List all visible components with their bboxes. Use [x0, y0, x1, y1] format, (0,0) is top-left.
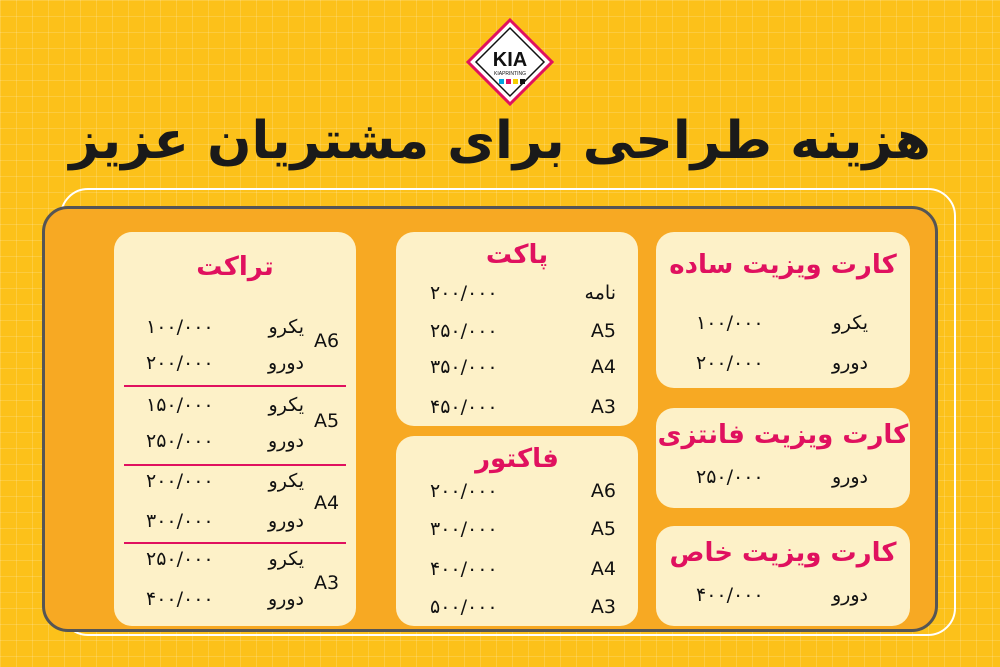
price-label: یکرو — [268, 394, 304, 416]
card-flyer — [114, 232, 356, 626]
price-label: دورو — [832, 584, 868, 606]
price-value: ۳۰۰/۰۰۰ — [146, 510, 214, 532]
price-value: ۲۰۰/۰۰۰ — [430, 480, 498, 502]
price-label: یکرو — [832, 312, 868, 334]
price-label: یکرو — [268, 470, 304, 492]
divider — [124, 385, 346, 387]
logo-subtext: KIAPRINTING — [494, 71, 526, 77]
price-value: ۳۰۰/۰۰۰ — [430, 518, 498, 540]
card-title: کارت ویزیت خاص — [669, 538, 897, 568]
price-label: یکرو — [268, 548, 304, 570]
price-value: ۲۵۰/۰۰۰ — [146, 548, 214, 570]
price-label: A4 — [590, 558, 616, 580]
divider — [124, 542, 346, 544]
price-value: ۲۰۰/۰۰۰ — [146, 470, 214, 492]
logo-name: KIA — [492, 49, 528, 71]
card-simple-business-card — [656, 232, 910, 388]
paper-size: A3 — [314, 572, 340, 594]
card-title: پاکت — [485, 240, 549, 270]
price-label: نامه — [584, 282, 616, 304]
price-label: A6 — [590, 480, 616, 502]
price-label: A5 — [590, 320, 616, 342]
price-value: ۴۰۰/۰۰۰ — [146, 588, 214, 610]
price-label: A3 — [590, 596, 616, 618]
divider — [124, 464, 346, 466]
price-label: A3 — [590, 396, 616, 418]
price-value: ۲۵۰/۰۰۰ — [696, 466, 764, 488]
price-value: ۱۰۰/۰۰۰ — [146, 316, 214, 338]
price-value: ۴۰۰/۰۰۰ — [430, 558, 498, 580]
price-value: ۴۰۰/۰۰۰ — [696, 584, 764, 606]
paper-size: A4 — [314, 492, 340, 514]
price-value: ۲۵۰/۰۰۰ — [146, 430, 214, 452]
price-label: دورو — [268, 588, 304, 610]
price-label: یکرو — [268, 316, 304, 338]
paper-size: A5 — [314, 410, 340, 432]
page-title: هزینه طراحی برای مشتریان عزیز — [69, 111, 931, 171]
card-title: کارت ویزیت فانتزی — [657, 420, 909, 450]
paper-size: A6 — [314, 330, 340, 352]
price-value: ۵۰۰/۰۰۰ — [430, 596, 498, 618]
price-value: ۲۰۰/۰۰۰ — [146, 352, 214, 374]
price-label: دورو — [832, 352, 868, 374]
price-value: ۲۰۰/۰۰۰ — [696, 352, 764, 374]
price-value: ۴۵۰/۰۰۰ — [430, 396, 498, 418]
price-label: دورو — [268, 352, 304, 374]
price-label: A4 — [590, 356, 616, 378]
card-fancy-business-card — [656, 408, 910, 508]
card-title: فاکتور — [475, 444, 559, 474]
card-invoice — [396, 436, 638, 626]
price-label: دورو — [832, 466, 868, 488]
card-title: کارت ویزیت ساده — [669, 250, 897, 280]
card-title: تراکت — [196, 252, 274, 282]
price-label: دورو — [268, 510, 304, 532]
price-value: ۲۵۰/۰۰۰ — [430, 320, 498, 342]
kia-printing-logo — [466, 18, 554, 106]
logo-diamond-icon — [466, 18, 554, 106]
price-label: A5 — [590, 518, 616, 540]
card-special-business-card — [656, 526, 910, 626]
price-value: ۲۰۰/۰۰۰ — [430, 282, 498, 304]
price-value: ۱۵۰/۰۰۰ — [146, 394, 214, 416]
price-value: ۱۰۰/۰۰۰ — [696, 312, 764, 334]
card-envelope — [396, 232, 638, 426]
price-value: ۳۵۰/۰۰۰ — [430, 356, 498, 378]
price-label: دورو — [268, 430, 304, 452]
